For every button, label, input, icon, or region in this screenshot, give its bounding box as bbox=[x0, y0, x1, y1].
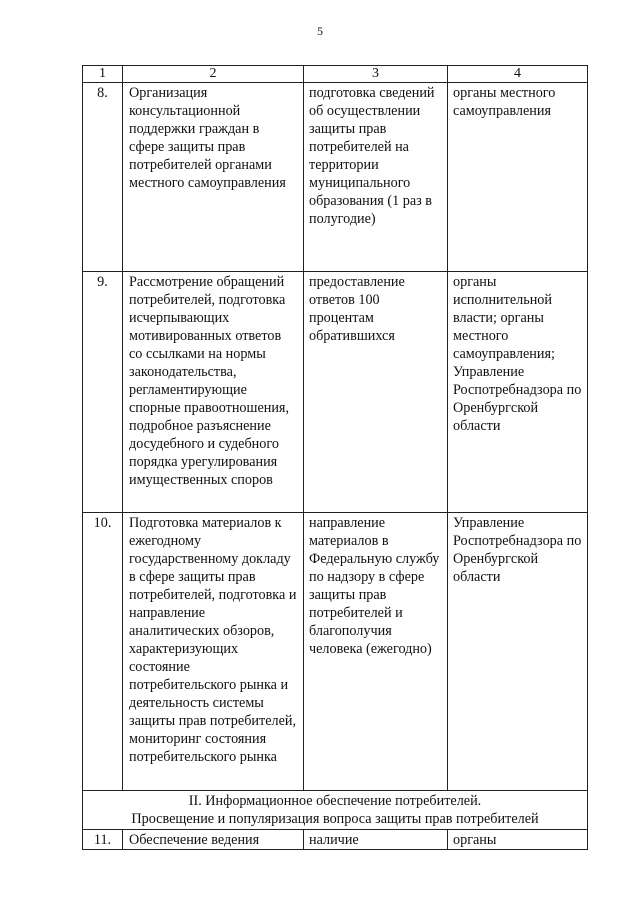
table-row bbox=[83, 83, 588, 272]
header-cell-4: 4 bbox=[448, 66, 588, 83]
row-number: 9. bbox=[83, 272, 123, 513]
result-cell: наличие bbox=[304, 830, 448, 850]
section-heading-line-2: Просвещение и популяризация вопроса защиты прав потребителей bbox=[131, 811, 539, 827]
result-cell: направление материалов в Федеральную службу по надзору в сфере защиты прав потребителей и благополучия человека (ежегодно) bbox=[304, 513, 448, 791]
header-cell-1: 1 bbox=[83, 66, 123, 83]
executor-cell: органы исполнительной власти; органы местного самоуправления; Управление Роспотребнадзора по Оренбургской области bbox=[448, 272, 588, 513]
plan-table bbox=[82, 65, 588, 850]
page-number: 5 bbox=[317, 24, 323, 38]
row-number: 11. bbox=[83, 830, 123, 850]
table-row bbox=[83, 830, 588, 850]
activity-cell: Обеспечение ведения bbox=[123, 830, 304, 850]
table-header-row bbox=[83, 66, 588, 83]
activity-cell: Подготовка материалов к ежегодному государственному докладу в сфере защиты прав потребителей, подготовка и направление аналитических обзоров, характеризующих состояние потребительского рынка и деятельность системы защиты прав потребителей, мониторинг состояния потребительского рынка bbox=[123, 513, 304, 791]
header-cell-2: 2 bbox=[123, 66, 304, 83]
table-row bbox=[83, 272, 588, 513]
activity-cell: Организация консультационной поддержки граждан в сфере защиты прав потребителей органами местного самоуправления bbox=[123, 83, 304, 272]
executor-cell: органы bbox=[448, 830, 588, 850]
section-heading bbox=[83, 791, 588, 830]
executor-cell: органы местного самоуправления bbox=[448, 83, 588, 272]
header-cell-3: 3 bbox=[304, 66, 448, 83]
table-row bbox=[83, 513, 588, 791]
row-number: 8. bbox=[83, 83, 123, 272]
section-heading-line-1: II. Информационное обеспечение потребителей. bbox=[188, 793, 482, 809]
result-cell: предоставление ответов 100 процентам обратившихся bbox=[304, 272, 448, 513]
executor-cell: Управление Роспотребнадзора по Оренбургской области bbox=[448, 513, 588, 791]
section-row bbox=[83, 791, 588, 830]
result-cell: подготовка сведений об осуществлении защиты прав потребителей на территории муниципального образования (1 раз в полугодие) bbox=[304, 83, 448, 272]
activity-cell: Рассмотрение обращений потребителей, подготовка исчерпывающих мотивированных ответов со ссылками на нормы законодательства, регламентирующие спорные правоотношения, подробное разъяснение досудебного и судебного порядка урегулирования имущественных споров bbox=[123, 272, 304, 513]
row-number: 10. bbox=[83, 513, 123, 791]
